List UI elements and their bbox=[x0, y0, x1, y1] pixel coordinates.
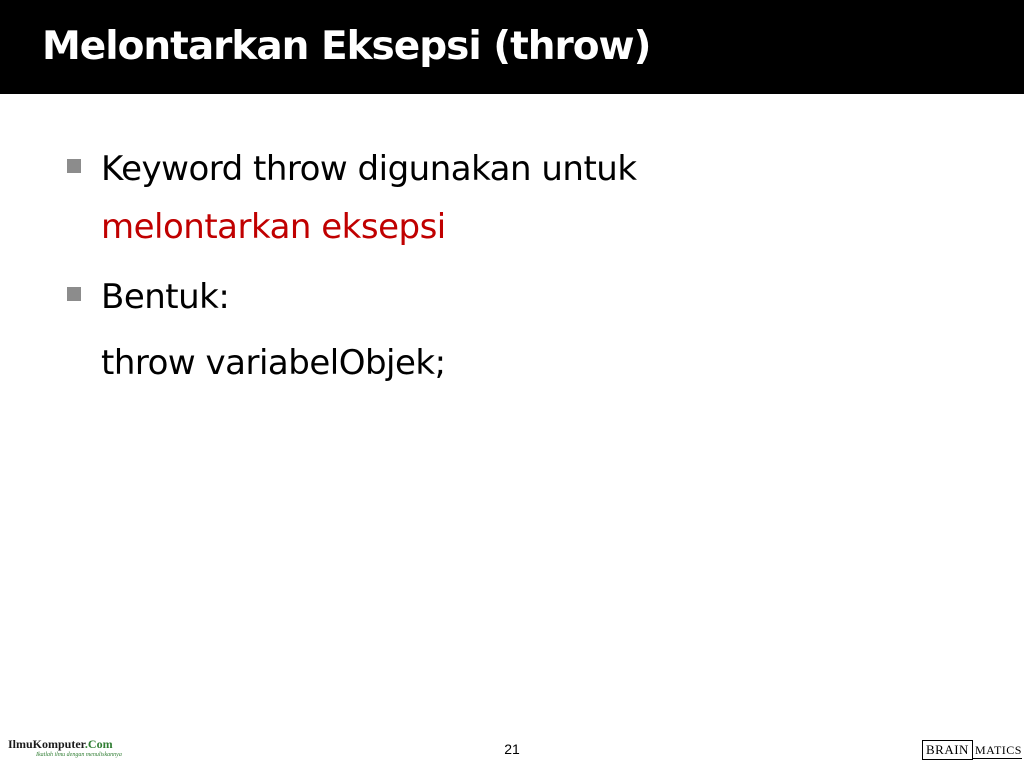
brainmatics-logo bbox=[922, 739, 1022, 761]
highlight-text: melontarkan eksepsi bbox=[101, 207, 446, 247]
ilmukomputer-logo bbox=[8, 735, 128, 763]
bullet-list bbox=[64, 140, 964, 392]
square-bullet-icon bbox=[67, 159, 81, 173]
logo-box-text: BRAIN bbox=[922, 740, 973, 760]
bullet-text: Keyword throw digunakan untuk bbox=[101, 149, 637, 189]
logo-wordmark-main: IlmuKomputer bbox=[8, 737, 85, 751]
bullet-text: Bentuk: bbox=[101, 277, 230, 317]
logo-wordmark-domain: .Com bbox=[84, 737, 113, 751]
page-number: 21 bbox=[504, 741, 520, 757]
bullet-item-bentuk bbox=[64, 268, 964, 326]
title-bar bbox=[0, 0, 1024, 94]
slide-title: Melontarkan Eksepsi (throw) bbox=[42, 24, 651, 69]
code-example: throw variabelObjek; bbox=[101, 343, 446, 383]
logo-rest-text: MATICS bbox=[974, 742, 1022, 757]
square-bullet-icon bbox=[67, 287, 81, 301]
bullet-item-keyword bbox=[64, 140, 964, 256]
logo-wordmark bbox=[8, 737, 113, 751]
logo-tagline: Ikatlah ilmu dengan menuliskannya bbox=[36, 752, 122, 758]
